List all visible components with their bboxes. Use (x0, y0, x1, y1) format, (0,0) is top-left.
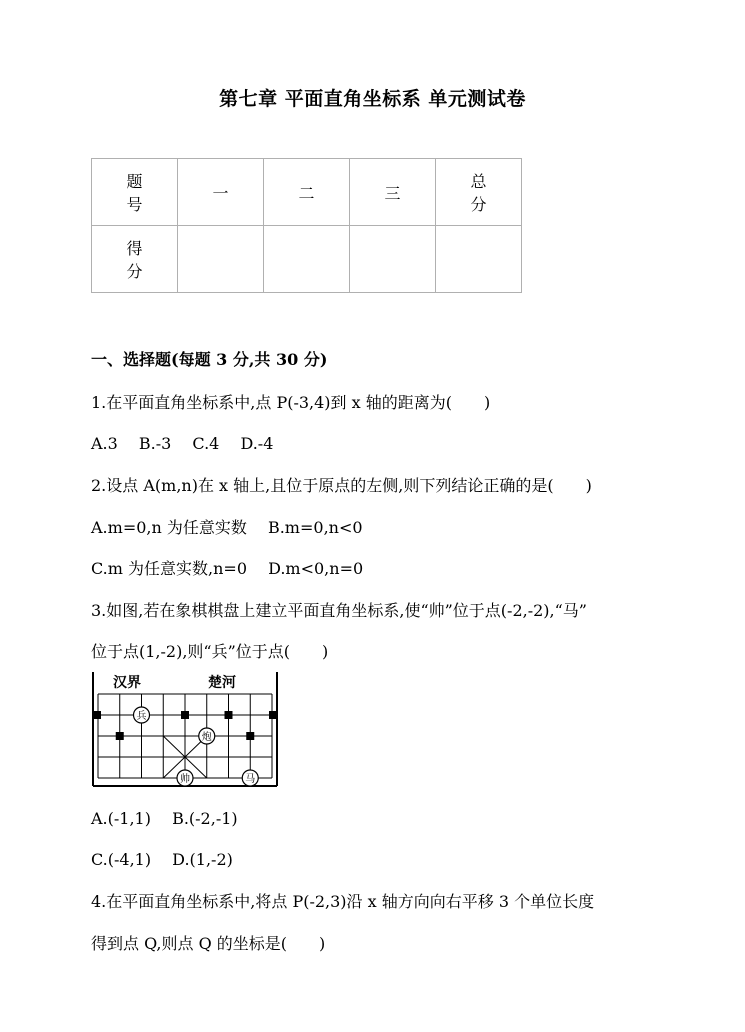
question-4-stem-1: 4.在平面直角坐标系中,将点 P(-2,3)沿 x 轴方向向右平移 3 个单位长度 (91, 892, 595, 911)
question-3-options-1: A.(-1,1) B.(-2,-1) (91, 809, 238, 828)
score-table-header-row (92, 159, 522, 226)
question-3-stem-2: 位于点(1,-2),则“兵”位于点( ) (91, 642, 329, 661)
marker (225, 711, 233, 719)
score-cell: 一 (178, 159, 264, 226)
question-1-stem: 1.在平面直角坐标系中,点 P(-3,4)到 x 轴的距离为( ) (91, 393, 491, 412)
marker (116, 732, 124, 740)
piece-shuai (177, 770, 193, 786)
board-label-right: 楚河 (208, 675, 236, 691)
question-4-stem-2: 得到点 Q,则点 Q 的坐标是( ) (91, 934, 326, 953)
question-1-options: A.3 B.-3 C.4 D.-4 (91, 434, 274, 453)
question-3-stem-1: 3.如图,若在象棋棋盘上建立平面直角坐标系,使“帅”位于点(-2,-2),“马” (91, 601, 587, 620)
score-table (91, 158, 527, 293)
piece-bing (134, 707, 150, 723)
marker (181, 711, 189, 719)
question-2-stem: 2.设点 A(m,n)在 x 轴上,且位于原点的左侧,则下列结论正确的是( ) (91, 476, 592, 495)
page-title: 第七章 平面直角坐标系 单元测试卷 (219, 88, 526, 110)
board-grid (98, 694, 272, 778)
svg-text:马: 马 (245, 774, 256, 785)
score-cell: 二 (264, 159, 350, 226)
question-2-options-2: C.m 为任意实数,n=0 D.m<0,n=0 (91, 559, 364, 578)
score-cell (436, 226, 522, 293)
score-cell (264, 226, 350, 293)
score-table-score-row (92, 226, 522, 293)
score-cell: 题 号 (92, 159, 178, 226)
score-cell: 得 分 (92, 226, 178, 293)
marker (93, 711, 101, 719)
marker (246, 732, 254, 740)
question-2-options-1: A.m=0,n 为任意实数 B.m=0,n<0 (91, 518, 363, 537)
piece-pao (199, 728, 215, 744)
board-label-left: 汉界 (113, 675, 141, 691)
question-3-options-2: C.(-4,1) D.(1,-2) (91, 850, 233, 869)
svg-text:兵: 兵 (136, 711, 147, 722)
score-cell: 三 (350, 159, 436, 226)
svg-text:炮: 炮 (201, 732, 212, 743)
chess-board-figure (91, 670, 281, 790)
section-heading: 一、选择题(每题 3 分,共 30 分) (91, 350, 328, 369)
piece-ma (242, 770, 258, 786)
score-cell (350, 226, 436, 293)
svg-text:帅: 帅 (180, 774, 190, 785)
score-cell: 总 分 (436, 159, 522, 226)
score-cell (178, 226, 264, 293)
marker (269, 711, 277, 719)
